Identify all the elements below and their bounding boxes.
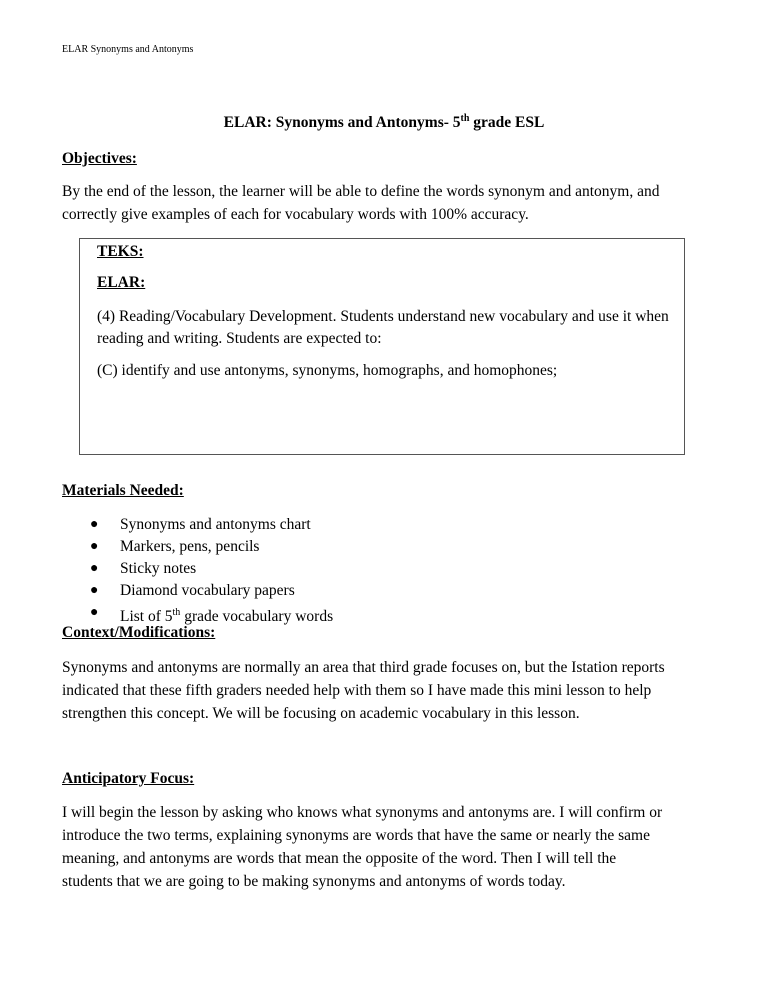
- document-title: ELAR: Synonyms and Antonyms- 5th grade ESL: [223, 113, 545, 132]
- bullet-icon: ●: [90, 605, 99, 620]
- list-item: ● Sticky notes: [90, 558, 333, 580]
- anticipatory-text: I will begin the lesson by asking who knows what synonyms and antonyms are. I will confirm or introduce the two terms, explaining synonyms are words that have the same or nearly the same meaning, and antonyms are words that mean the opposite of the word. Then I will tell the students that we are going to be making synonyms and antonyms of words today.: [62, 804, 663, 890]
- bullet-icon: ●: [90, 583, 99, 598]
- teks-item-4: (4) Reading/Vocabulary Development. Students understand new vocabulary and use it when reading and writing. Students are expected to:: [97, 308, 669, 347]
- list-item: ● Synonyms and antonyms chart: [90, 514, 333, 536]
- teks-heading: TEKS:: [97, 243, 144, 260]
- list-item: ● Diamond vocabulary papers: [90, 580, 333, 602]
- objectives-heading: Objectives:: [62, 150, 137, 167]
- context-heading: Context/Modifications:: [62, 624, 216, 641]
- running-header: ELAR Synonyms and Antonyms: [62, 44, 194, 55]
- materials-heading: Materials Needed:: [62, 482, 184, 499]
- list-item: ● Markers, pens, pencils: [90, 536, 333, 558]
- anticipatory-heading: Anticipatory Focus:: [62, 770, 195, 787]
- objectives-text: By the end of the lesson, the learner will be able to define the words synonym and antonym, and correctly give examples of each for vocabulary words with 100% accuracy.: [62, 183, 660, 223]
- elar-subheading: ELAR:: [97, 274, 146, 291]
- bullet-icon: ●: [90, 561, 99, 576]
- bullet-icon: ●: [90, 517, 99, 532]
- bullet-icon: ●: [90, 539, 99, 554]
- materials-list: [90, 514, 333, 624]
- list-item: ● List of 5th grade vocabulary words: [90, 602, 333, 624]
- teks-item-c: (C) identify and use antonyms, synonyms, homographs, and homophones;: [97, 362, 558, 379]
- teks-box: [79, 238, 685, 455]
- context-text: Synonyms and antonyms are normally an area that third grade focuses on, but the Istation reports indicated that these fifth graders needed help with them so I have made this mini lesson to help strengthen this concept. We will be focusing on academic vocabulary in this lesson.: [62, 659, 665, 722]
